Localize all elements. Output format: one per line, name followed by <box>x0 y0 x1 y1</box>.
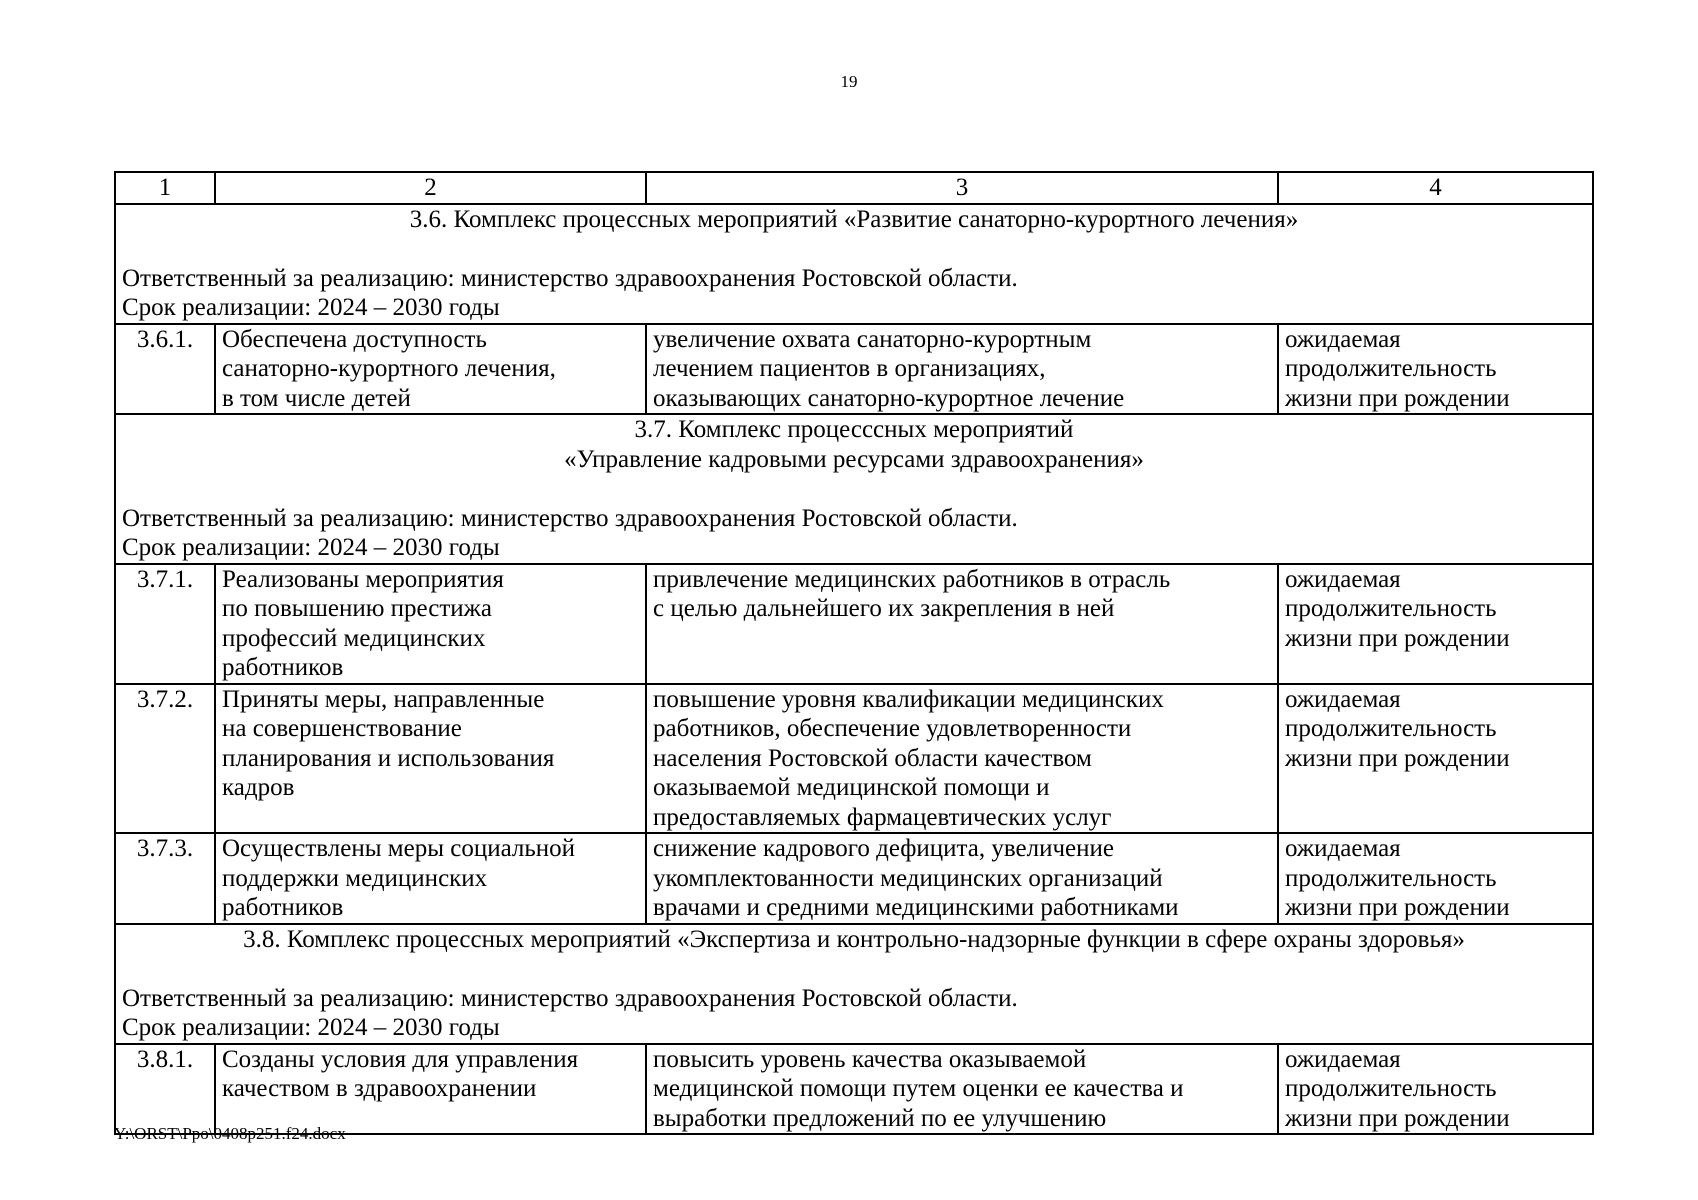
row-task: Реализованы мероприятия по повышению престижа профессий медицинских работников <box>215 564 646 684</box>
header-cell-2: 2 <box>215 172 646 204</box>
row-number: 3.7.3. <box>115 833 215 924</box>
row-indicator: ожидаемая продолжительность жизни при рождении <box>1278 564 1593 684</box>
page-number: 19 <box>840 72 858 91</box>
section-responsible: Ответственный за реализацию: министерство здравоохранения Ростовской области. <box>122 264 1018 292</box>
table-row <box>115 684 1593 834</box>
section-header-row <box>115 204 1593 324</box>
table-header-row <box>115 172 1593 204</box>
row-indicator: ожидаемая продолжительность жизни при рождении <box>1278 833 1593 924</box>
table-row <box>115 833 1593 924</box>
header-cell-1: 1 <box>115 172 215 204</box>
table-row <box>115 324 1593 415</box>
table-row <box>115 564 1593 684</box>
header-cell-3: 3 <box>646 172 1278 204</box>
section-term: Срок реализации: 2024 – 2030 годы <box>122 1014 500 1041</box>
section-header-cell <box>115 414 1593 564</box>
header-cell-4: 4 <box>1278 172 1593 204</box>
section-title: 3.8. Комплекс процессных мероприятий «Экспертиза и контрольно-надзорные функции в сфере охраны здоровья» <box>243 925 1465 953</box>
row-number: 3.8.1. <box>115 1044 215 1135</box>
section-header-cell <box>115 924 1593 1044</box>
row-task: Приняты меры, направленные на совершенствование планирования и использования кадров <box>215 684 646 834</box>
section-responsible: Ответственный за реализацию: министерство здравоохранения Ростовской области. <box>122 984 1018 1012</box>
footer-file-path: Y:\ORST\Ppo\0408p251.f24.docx <box>114 1124 346 1143</box>
section-responsible: Ответственный за реализацию: министерство здравоохранения Ростовской области. <box>122 504 1018 532</box>
row-number: 3.6.1. <box>115 324 215 415</box>
row-task: Осуществлены меры социальной поддержки медицинских работников <box>215 833 646 924</box>
row-effect: повышение уровня квалификации медицинских работников, обеспечение удовлетворенности населения Ростовской области качеством оказываемой медицинской помощи и предоставляемых фармацевтических услуг <box>646 684 1278 834</box>
row-number: 3.7.1. <box>115 564 215 684</box>
row-indicator: ожидаемая продолжительность жизни при рождении <box>1278 684 1593 834</box>
measures-table <box>114 171 1594 1135</box>
row-effect: увеличение охвата санаторно-курортным лечением пациентов в организациях, оказывающих санаторно-курортное лечение <box>646 324 1278 415</box>
section-term: Срок реализации: 2024 – 2030 годы <box>122 534 500 561</box>
row-task: Обеспечена доступность санаторно-курортного лечения, в том числе детей <box>215 324 646 415</box>
section-header-row <box>115 414 1593 564</box>
section-title: 3.6. Комплекс процессных мероприятий «Развитие санаторно-курортного лечения» <box>409 205 1299 233</box>
row-task: Созданы условия для управления качеством в здравоохранении <box>215 1044 646 1135</box>
row-number: 3.7.2. <box>115 684 215 834</box>
row-effect: повысить уровень качества оказываемой медицинской помощи путем оценки ее качества и выработки предложений по ее улучшению <box>646 1044 1278 1135</box>
section-header-row <box>115 924 1593 1044</box>
row-indicator: ожидаемая продолжительность жизни при рождении <box>1278 324 1593 415</box>
row-effect: привлечение медицинских работников в отрасль с целью дальнейшего их закрепления в ней <box>646 564 1278 684</box>
section-header-cell <box>115 204 1593 324</box>
table-row <box>115 1044 1593 1135</box>
section-term: Срок реализации: 2024 – 2030 годы <box>122 294 500 321</box>
row-effect: снижение кадрового дефицита, увеличение укомплектованности медицинских организаций врачами и средними медицинскими работниками <box>646 833 1278 924</box>
row-indicator: ожидаемая продолжительность жизни при рождении <box>1278 1044 1593 1135</box>
section-title: 3.7. Комплекс процесссных мероприятий «Управление кадровыми ресурсами здравоохранения» <box>564 416 1144 473</box>
